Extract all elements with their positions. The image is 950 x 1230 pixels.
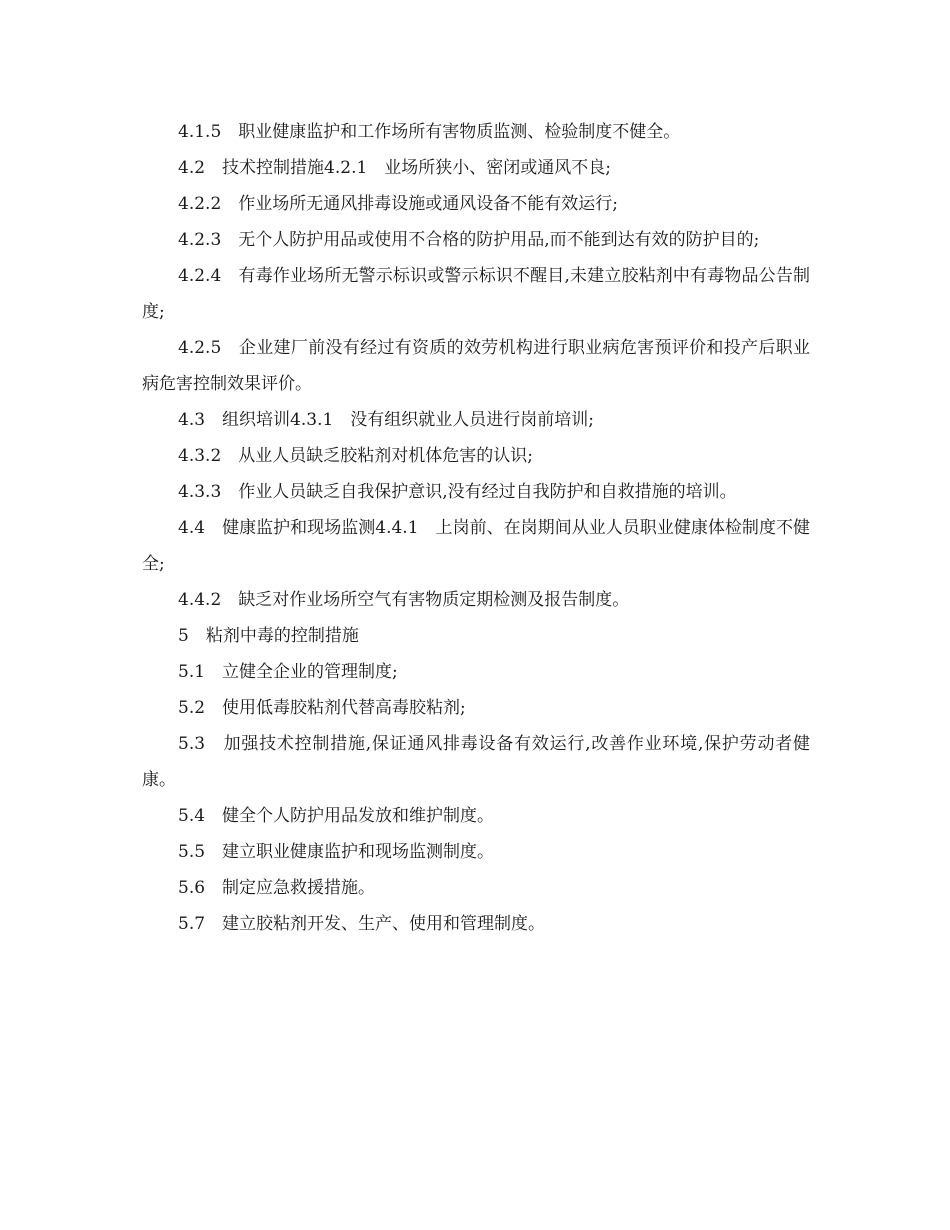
paragraph-4-1-5: 4.1.5 职业健康监护和工作场所有害物质监测、检验制度不健全。	[178, 122, 681, 142]
paragraph-4-4-2: 4.4.2 缺乏对作业场所空气有害物质定期检测及报告制度。	[178, 590, 630, 610]
paragraph-4-4: 4.4 健康监护和现场监测4.4.1 上岗前、在岗期间从业人员职业健康体检制度不健全;	[142, 518, 810, 574]
paragraph-5-6: 5.6 制定应急救援措施。	[178, 878, 376, 898]
paragraph-5-1: 5.1 立健全企业的管理制度;	[178, 662, 398, 682]
paragraph-5-3: 5.3 加强技术控制措施,保证通风排毒设备有效运行,改善作业环境,保护劳动者健康。	[142, 734, 810, 790]
paragraph-4-3: 4.3 组织培训4.3.1 没有组织就业人员进行岗前培训;	[178, 410, 595, 430]
paragraph-5-2: 5.2 使用低毒胶粘剂代替高毒胶粘剂;	[178, 698, 466, 718]
paragraph-4-2-3: 4.2.3 无个人防护用品或使用不合格的防护用品,而不能到达有效的防护目的;	[178, 230, 760, 250]
paragraph-4-2: 4.2 技术控制措施4.2.1 业场所狭小、密闭或通风不良;	[178, 158, 612, 178]
paragraph-4-3-2: 4.3.2 从业人员缺乏胶粘剂对机体危害的认识;	[178, 446, 533, 466]
document-body	[142, 114, 810, 942]
paragraph-4-2-5: 4.2.5 企业建厂前没有经过有资质的效劳机构进行职业病危害预评价和投产后职业病危害控制效果评价。	[142, 338, 810, 394]
paragraph-5-4: 5.4 健全个人防护用品发放和维护制度。	[178, 806, 495, 826]
paragraph-5-5: 5.5 建立职业健康监护和现场监测制度。	[178, 842, 495, 862]
paragraph-4-2-4: 4.2.4 有毒作业场所无警示标识或警示标识不醒目,未建立胶粘剂中有毒物品公告制度;	[142, 266, 810, 322]
paragraph-4-2-2: 4.2.2 作业场所无通风排毒设施或通风设备不能有效运行;	[178, 194, 618, 214]
section-heading-5: 5 粘剂中毒的控制措施	[178, 626, 359, 646]
paragraph-5-7: 5.7 建立胶粘剂开发、生产、使用和管理制度。	[178, 914, 546, 934]
paragraph-4-3-3: 4.3.3 作业人员缺乏自我保护意识,没有经过自我防护和自救措施的培训。	[178, 482, 737, 502]
